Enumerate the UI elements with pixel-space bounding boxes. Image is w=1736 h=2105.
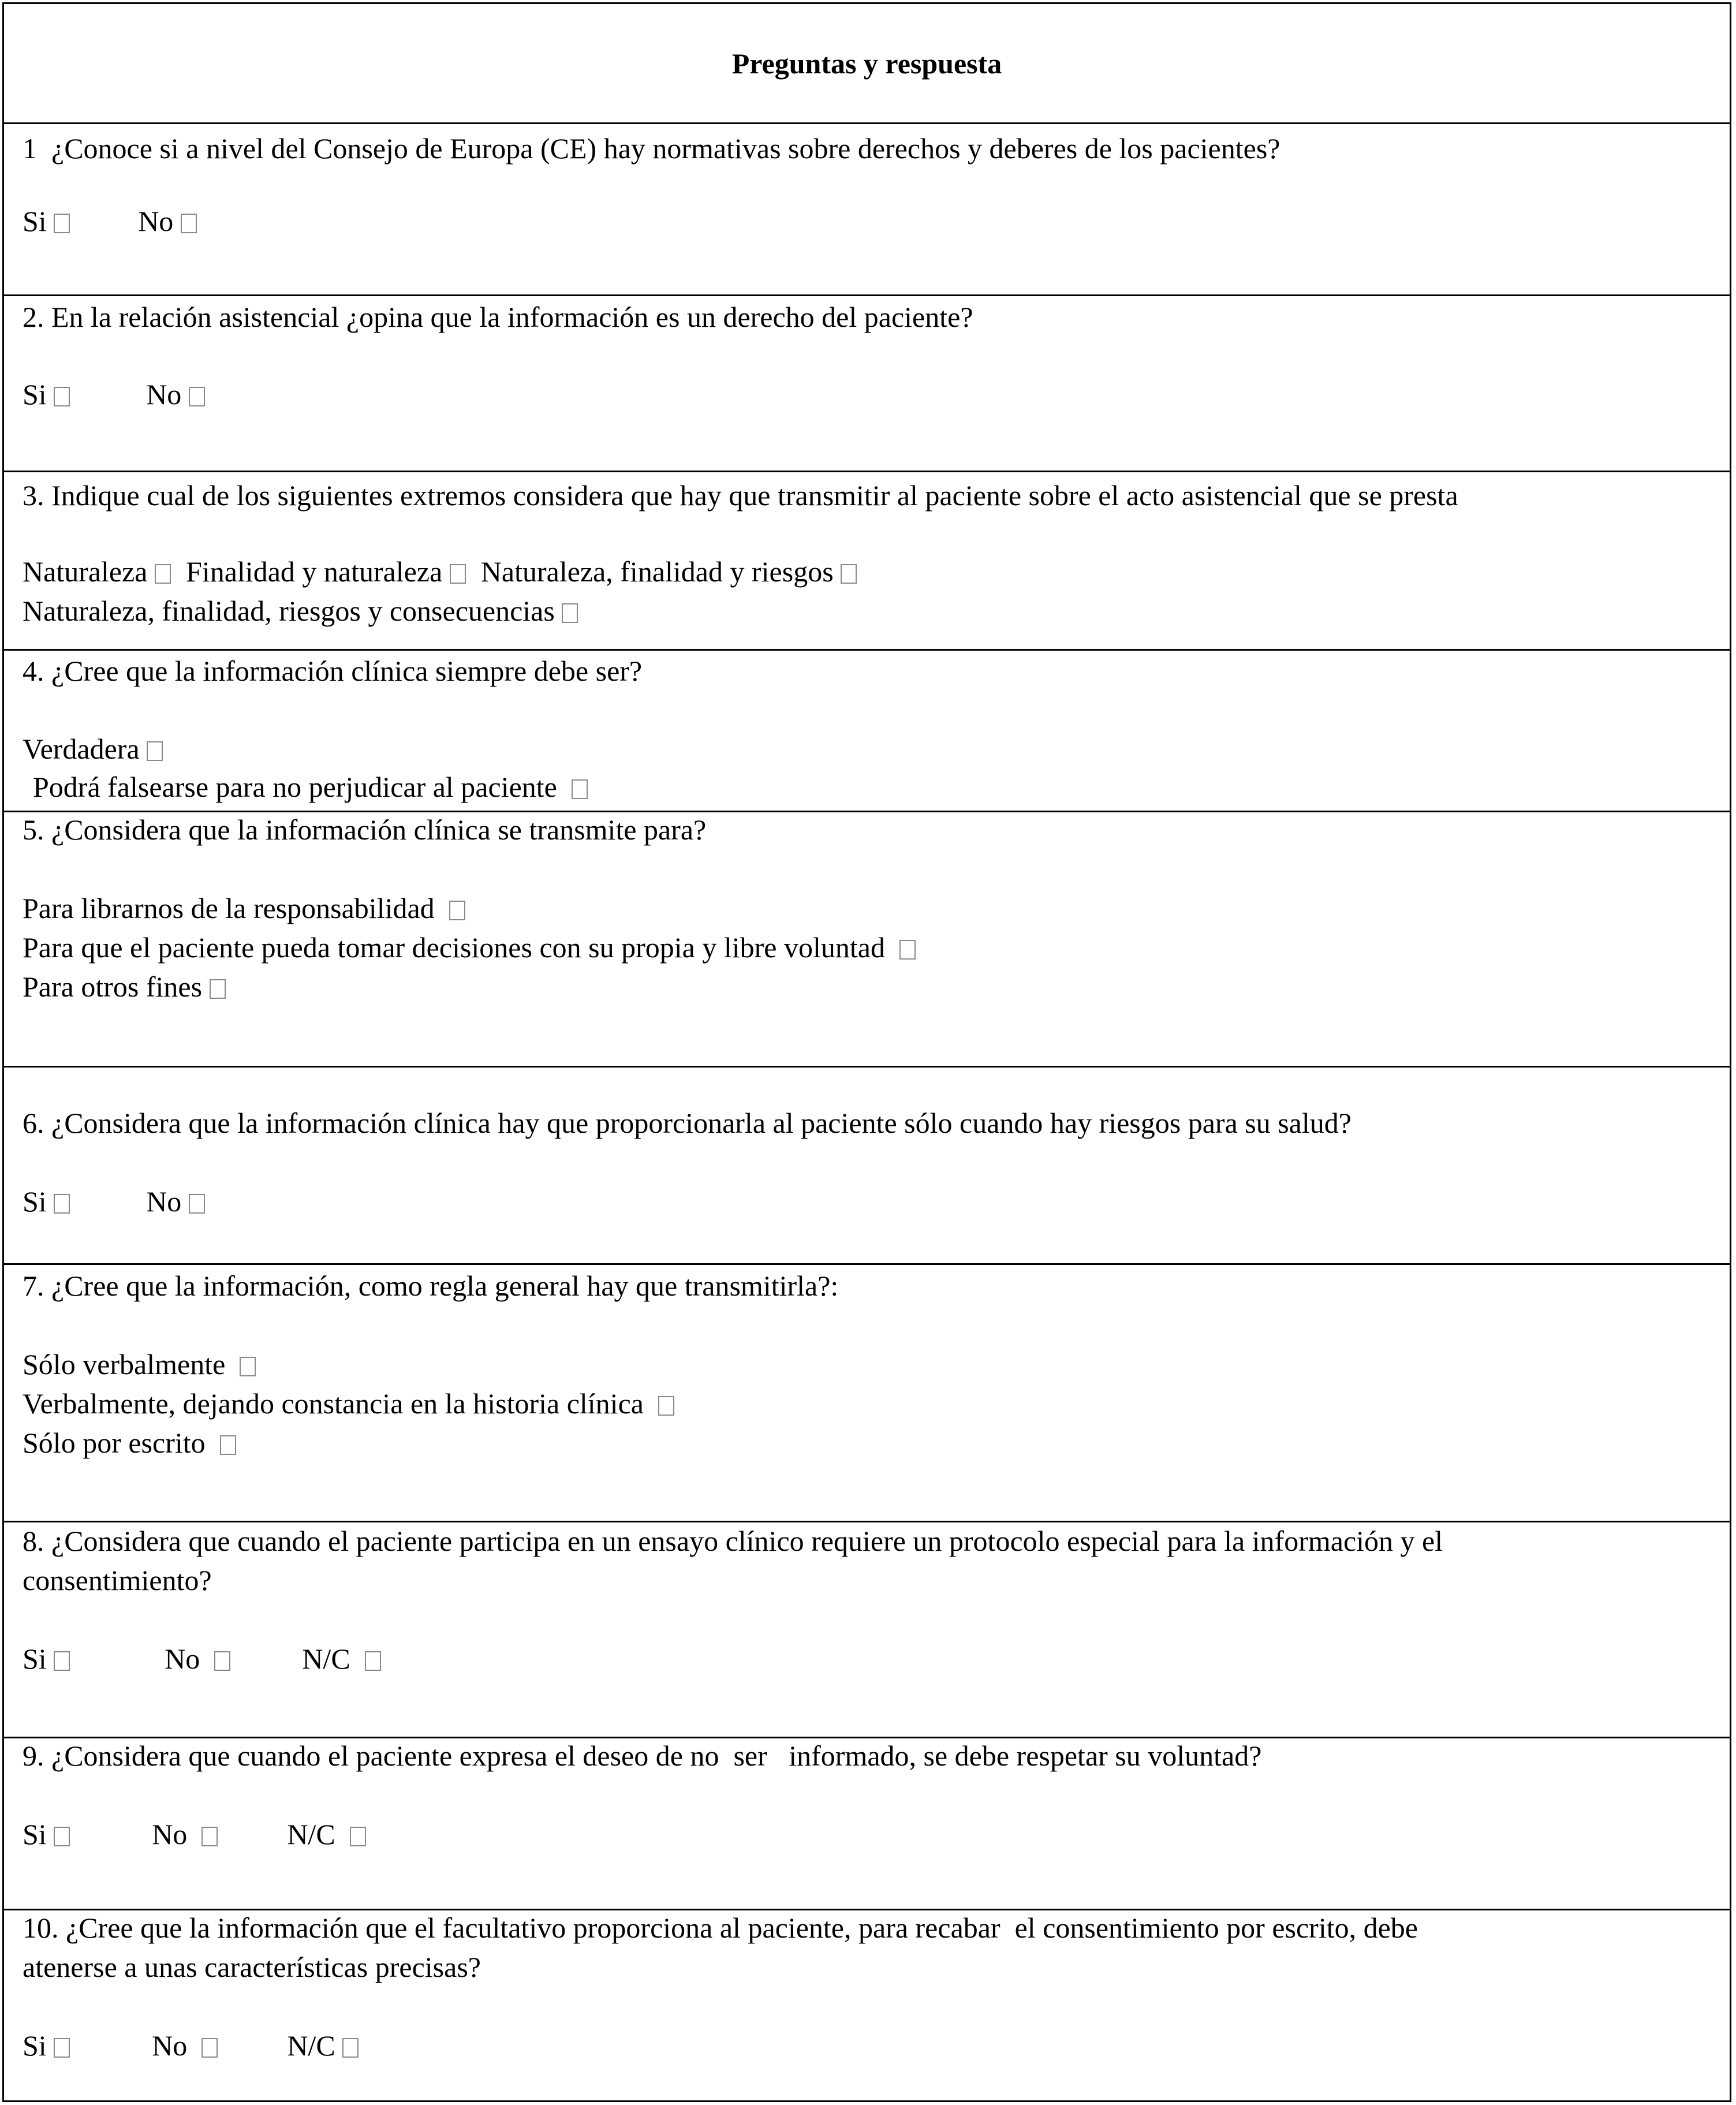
- checkbox-icon[interactable]: [342, 2038, 359, 2058]
- option-falsearse[interactable]: Podrá falsearse para no perjudicar al paciente: [33, 770, 588, 804]
- checkbox-icon[interactable]: [201, 1827, 218, 1846]
- question-row-9: [4, 1738, 1730, 1910]
- checkbox-icon[interactable]: [189, 387, 205, 406]
- option-si[interactable]: Si: [23, 204, 70, 238]
- answer-options: [23, 930, 916, 965]
- option-no[interactable]: No: [165, 1641, 230, 1676]
- checkbox-icon[interactable]: [350, 1827, 366, 1846]
- option-nc[interactable]: N/C: [287, 2028, 359, 2063]
- question-row-7: [4, 1265, 1730, 1522]
- checkbox-icon[interactable]: [450, 564, 466, 584]
- answer-options: [23, 594, 578, 628]
- checkbox-icon[interactable]: [181, 214, 197, 233]
- checkbox-icon[interactable]: [54, 387, 70, 406]
- table-title: Preguntas y respuesta: [731, 47, 1002, 80]
- option-nc[interactable]: N/C: [302, 1641, 380, 1676]
- checkbox-icon[interactable]: [189, 1194, 205, 1214]
- option-verdadera[interactable]: Verdadera: [23, 731, 163, 766]
- answer-options: [23, 2028, 359, 2063]
- answer-options: [23, 1641, 381, 1676]
- checkbox-icon[interactable]: [54, 214, 70, 233]
- option-verbalmente-historia[interactable]: Verbalmente, dejando constancia en la historia clínica: [23, 1386, 674, 1421]
- question-row-4: [4, 651, 1730, 812]
- option-no[interactable]: No: [146, 377, 205, 412]
- answer-options: [23, 1347, 256, 1382]
- answer-options: [23, 377, 205, 412]
- option-naturaleza[interactable]: Naturaleza: [23, 554, 171, 589]
- option-no[interactable]: No: [152, 1817, 218, 1852]
- checkbox-icon[interactable]: [658, 1396, 674, 1416]
- answer-options: [23, 1184, 205, 1219]
- question-row-5: [4, 812, 1730, 1068]
- question-row-6: [4, 1068, 1730, 1265]
- option-si[interactable]: Si: [23, 2028, 70, 2063]
- checkbox-icon[interactable]: [899, 940, 916, 960]
- checkbox-icon[interactable]: [214, 1651, 230, 1671]
- question-text: 10. ¿Cree que la información que el facultativo proporciona al paciente, para recabar el consentimiento por escrito, debe: [23, 1912, 1418, 1944]
- question-row-3: [4, 472, 1730, 651]
- question-row-1: [4, 124, 1730, 296]
- option-no[interactable]: No: [152, 2028, 218, 2063]
- question-row-2: [4, 296, 1730, 472]
- question-text: consentimiento?: [23, 1564, 212, 1596]
- question-text: 5. ¿Considera que la información clínica se transmite para?: [23, 813, 707, 846]
- question-text: atenerse a unas características precisas?: [23, 1951, 481, 1983]
- option-naturaleza-finalidad-riesgos[interactable]: Naturaleza, finalidad y riesgos: [481, 554, 857, 589]
- checkbox-icon[interactable]: [54, 2038, 70, 2058]
- question-text: 3. Indique cual de los siguientes extremos considera que hay que transmitir al paciente sobre el acto asistencial que se presta: [23, 479, 1458, 512]
- question-text: 2. En la relación asistencial ¿opina que la información es un derecho del paciente?: [23, 301, 973, 333]
- option-otros-fines[interactable]: Para otros fines: [23, 969, 226, 1004]
- table-header: [4, 4, 1730, 124]
- checkbox-icon[interactable]: [155, 564, 171, 584]
- option-responsabilidad[interactable]: Para librarnos de la responsabilidad: [23, 891, 465, 925]
- checkbox-icon[interactable]: [240, 1357, 256, 1376]
- question-text: 9. ¿Considera que cuando el paciente expresa el deseo de no ser informado, se debe respetar su voluntad?: [23, 1740, 1262, 1772]
- question-text: 1 ¿Conoce si a nivel del Consejo de Europa (CE) hay normativas sobre derechos y deberes de los pacientes?: [23, 132, 1280, 165]
- checkbox-icon[interactable]: [147, 741, 163, 761]
- checkbox-icon[interactable]: [220, 1435, 236, 1455]
- checkbox-icon[interactable]: [449, 901, 465, 920]
- answer-options: [23, 1425, 236, 1460]
- question-text: 8. ¿Considera que cuando el paciente participa en un ensayo clínico requiere un protocolo especial para la información y el: [23, 1525, 1443, 1557]
- checkbox-icon[interactable]: [210, 979, 226, 999]
- option-naturaleza-finalidad-riesgos-consecuencias[interactable]: Naturaleza, finalidad, riesgos y consecuencias: [23, 594, 578, 628]
- option-si[interactable]: Si: [23, 1184, 70, 1219]
- option-si[interactable]: Si: [23, 1817, 70, 1852]
- option-solo-escrito[interactable]: Sólo por escrito: [23, 1425, 236, 1460]
- question-row-10: [4, 1910, 1730, 2102]
- checkbox-icon[interactable]: [572, 779, 588, 799]
- option-no[interactable]: No: [138, 204, 197, 238]
- checkbox-icon[interactable]: [841, 564, 857, 584]
- answer-options: [23, 731, 163, 766]
- question-text: 7. ¿Cree que la información, como regla general hay que transmitirla?:: [23, 1270, 839, 1302]
- checkbox-icon[interactable]: [54, 1651, 70, 1671]
- option-solo-verbalmente[interactable]: Sólo verbalmente: [23, 1347, 256, 1382]
- answer-options: [23, 1386, 674, 1421]
- checkbox-icon[interactable]: [562, 603, 578, 623]
- checkbox-icon[interactable]: [201, 2038, 218, 2058]
- question-row-8: [4, 1522, 1730, 1738]
- questionnaire-table: [2, 2, 1731, 2102]
- answer-options: [23, 204, 197, 238]
- answer-options: [23, 969, 226, 1004]
- option-finalidad-y-naturaleza[interactable]: Finalidad y naturaleza: [186, 554, 466, 589]
- checkbox-icon[interactable]: [54, 1827, 70, 1846]
- question-text: 4. ¿Cree que la información clínica siempre debe ser?: [23, 655, 643, 687]
- answer-options: [23, 1817, 366, 1852]
- option-nc[interactable]: N/C: [287, 1817, 365, 1852]
- checkbox-icon[interactable]: [365, 1651, 381, 1671]
- option-decisiones[interactable]: Para que el paciente pueda tomar decisiones con su propia y libre voluntad: [23, 930, 916, 965]
- question-text: 6. ¿Considera que la información clínica hay que proporcionarla al paciente sólo cuando hay riesgos para su salud?: [23, 1107, 1352, 1139]
- answer-options: [23, 554, 857, 589]
- option-si[interactable]: Si: [23, 1641, 70, 1676]
- answer-options: [23, 891, 465, 925]
- checkbox-icon[interactable]: [54, 1194, 70, 1214]
- option-si[interactable]: Si: [23, 377, 70, 412]
- option-no[interactable]: No: [146, 1184, 205, 1219]
- answer-options: [33, 770, 588, 804]
